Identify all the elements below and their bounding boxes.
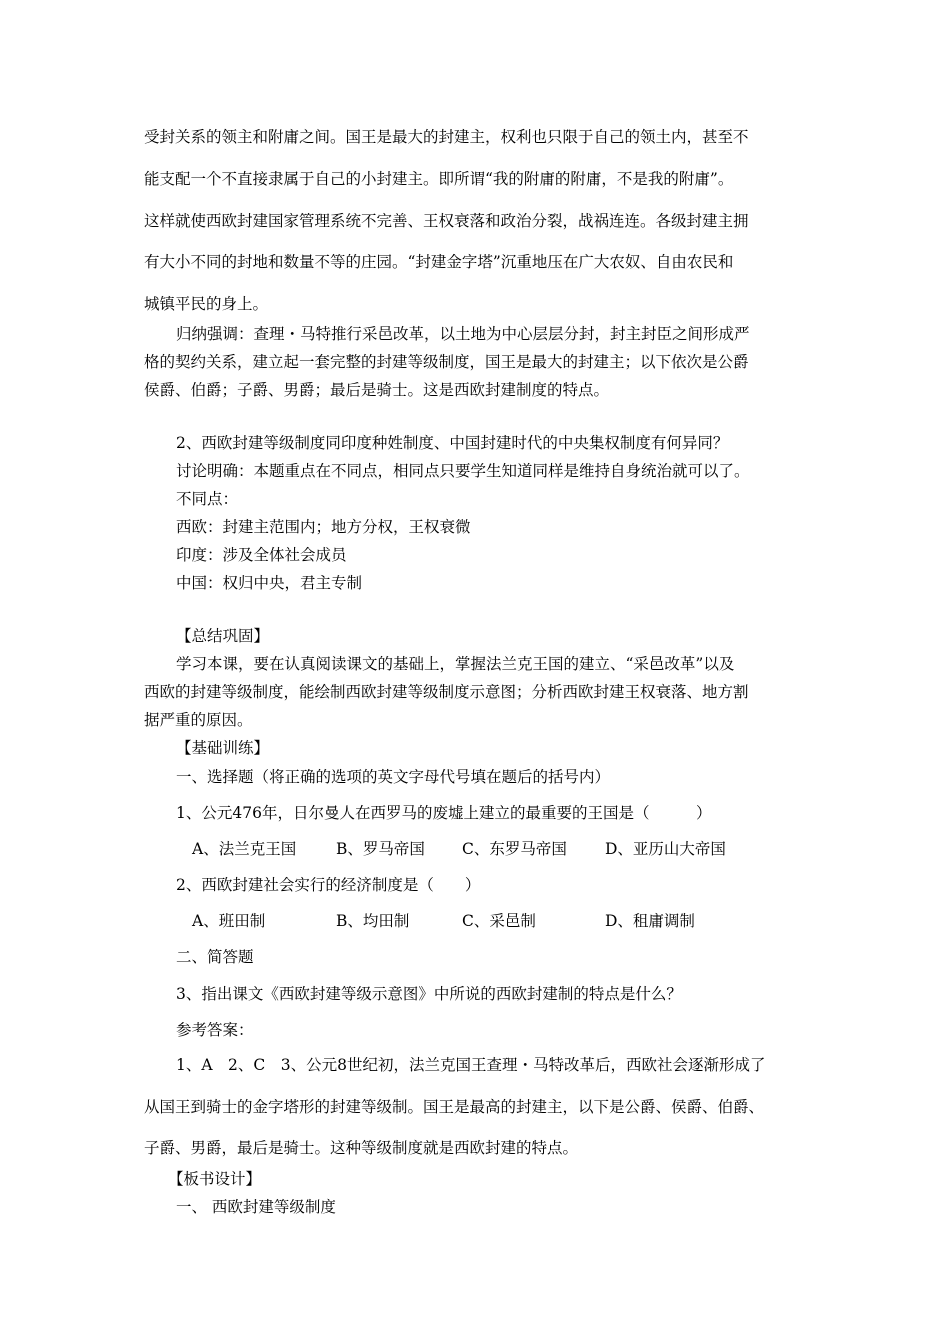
summary-line: 学习本课，要在认真阅读课文的基础上，掌握法兰克王国的建立、“采邑改革”以及: [176, 655, 735, 673]
summary-heading: 【总结巩固】: [176, 627, 270, 645]
training-heading: 【基础训练】: [176, 739, 270, 757]
difference-title: 不同点：: [176, 490, 239, 508]
q1-option-d: D、亚历山大帝国: [605, 840, 726, 858]
paragraph-line: 城镇平民的身上。: [144, 295, 269, 313]
q2-option-d: D、租庸调制: [605, 912, 695, 930]
board-item: 一、 西欧封建等级制度: [176, 1198, 336, 1216]
discussion-question: 2、西欧封建等级制度同印度种姓制度、中国封建时代的中央集权制度有何异同？: [176, 434, 729, 452]
question-2: 2、西欧封建社会实行的经济制度是（ ）: [176, 876, 481, 894]
q1-option-b: B、罗马帝国: [336, 840, 425, 858]
paragraph-line: 能支配一个不直接隶属于自己的小封建主。即所谓“我的附庸的附庸，不是我的附庸”。: [144, 170, 734, 188]
section-multiple-choice: 一、选择题（将正确的选项的英文字母代号填在题后的括号内）: [176, 768, 611, 786]
summary-line: 据严重的原因。: [144, 711, 253, 729]
paragraph-line: 侯爵、伯爵；子爵、男爵；最后是骑士。这是西欧封建制度的特点。: [144, 381, 610, 399]
q2-option-b: B、均田制: [336, 912, 410, 930]
discussion-clarify: 讨论明确：本题重点在不同点，相同点只要学生知道同样是维持自身统治就可以了。: [176, 462, 750, 480]
q1-option-c: C、东罗马帝国: [462, 840, 567, 858]
answer-line: 1、A 2、C 3、公元8世纪初，法兰克国王查理・马特改革后，西欧社会逐渐形成了: [176, 1056, 766, 1074]
section-short-answer: 二、简答题: [176, 948, 254, 966]
difference-india: 印度：涉及全体社会成员: [176, 546, 347, 564]
difference-west: 西欧：封建主范围内；地方分权，王权衰微: [176, 518, 471, 536]
question-1: 1、公元476年，日尔曼人在西罗马的废墟上建立的最重要的王国是（ ）: [176, 804, 712, 822]
answer-title: 参考答案：: [176, 1021, 254, 1039]
paragraph-line: 这样就使西欧封建国家管理系统不完善、王权衰落和政治分裂，战祸连连。各级封建主拥: [144, 212, 749, 230]
answer-line: 从国王到骑士的金字塔形的封建等级制。国王是最高的封建主，以下是公爵、侯爵、伯爵、: [144, 1098, 765, 1116]
question-3: 3、指出课文《西欧封建等级示意图》中所说的西欧封建制的特点是什么？: [176, 985, 682, 1003]
q2-option-a: A、班田制: [192, 912, 266, 930]
difference-china: 中国：权归中央，君主专制: [176, 574, 363, 592]
board-heading: 【板书设计】: [168, 1170, 262, 1188]
paragraph-line: 有大小不同的封地和数量不等的庄园。“封建金字塔”沉重地压在广大农奴、自由农民和: [144, 253, 734, 271]
summary-line: 西欧的封建等级制度，能绘制西欧封建等级制度示意图；分析西欧封建王权衰落、地方割: [144, 683, 749, 701]
paragraph-line: 归纳强调：查理・马特推行采邑改革，以土地为中心层层分封，封主封臣之间形成严: [176, 325, 750, 343]
paragraph-line: 格的契约关系，建立起一套完整的封建等级制度，国王是最大的封建主；以下依次是公爵: [144, 353, 749, 371]
paragraph-line: 受封关系的领主和附庸之间。国王是最大的封建主，权利也只限于自己的领土内，甚至不: [144, 128, 749, 146]
answer-line: 子爵、男爵，最后是骑士。这种等级制度就是西欧封建的特点。: [144, 1139, 579, 1157]
q2-option-c: C、采邑制: [462, 912, 536, 930]
q1-option-a: A、法兰克王国: [192, 840, 297, 858]
